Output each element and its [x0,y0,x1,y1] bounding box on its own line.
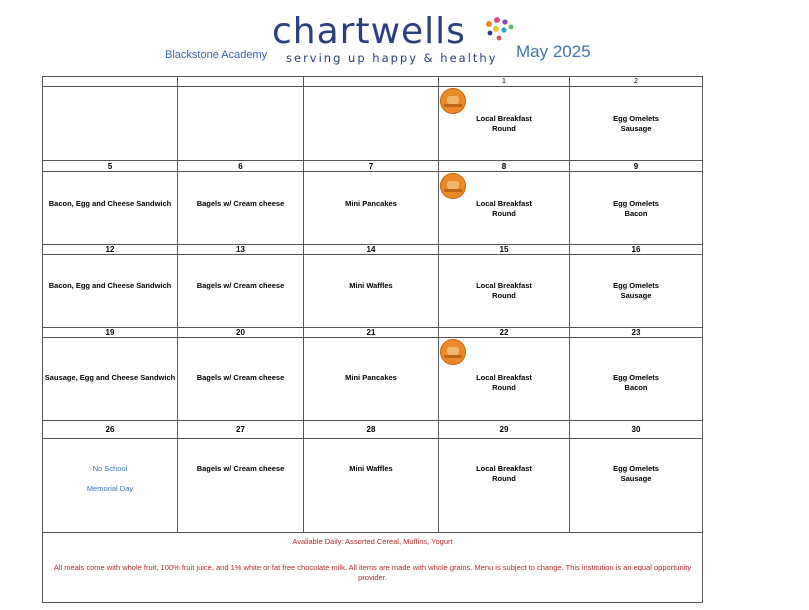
day-number: 15 [439,245,569,255]
calendar-day-cell [178,161,304,245]
menu-item [439,373,569,393]
menu-item [570,281,702,301]
calendar-day-cell [304,245,439,328]
chartwells-logo [272,12,512,70]
menu-calendar [42,76,703,603]
calendar-day-cell [178,328,304,421]
calendar-day-cell [570,245,702,328]
calendar-day-cell [439,245,570,328]
menu-item [304,281,438,291]
menu-line: Bagels w/ Cream cheese [196,281,285,290]
day-number: 23 [570,328,702,338]
menu-item [43,199,177,209]
available-daily: Avaliable Daily: Assorted Cereal, Muffins, Yogurt [292,537,453,546]
calendar-day-cell [43,245,178,328]
menu-item [304,464,438,474]
menu-item [178,281,303,291]
day-number: 19 [43,328,177,338]
menu-item [570,114,702,134]
calendar-week [43,77,702,161]
calendar-day-cell [43,328,178,421]
calendar-day-cell [570,328,702,421]
menu-line: Egg Omelets [613,199,659,208]
menu-item [570,199,702,219]
menu-line: Bacon [624,383,648,392]
local-round-badge-icon [440,339,466,365]
menu-line: Egg Omelets [613,464,659,473]
disclaimer-note: All meals come with whole fruit, 100% fruit juice, and 1% white or fat free chocolate milk. All items are made with whole grains. Menu is subject to change. This institution is an equal opportunity provider. [53,563,692,582]
local-round-badge-icon [440,173,466,199]
menu-line: Local Breakfast [476,373,532,382]
menu-item [178,464,303,474]
calendar-day-cell [570,421,702,533]
brand-name: chartwells [272,11,466,52]
menu-line [43,474,177,484]
menu-line: Round [492,124,516,133]
calendar-week [43,245,702,328]
menu-item [43,281,177,291]
calendar-day-cell [439,328,570,421]
menu-line: Round [492,383,516,392]
day-number: 26 [43,421,177,439]
day-number [43,77,177,87]
calendar-day-cell [304,328,439,421]
calendar-week [43,161,702,245]
calendar-day-cell [178,421,304,533]
calendar-day-cell [43,421,178,533]
day-number: 2 [570,77,702,87]
day-number: 30 [570,421,702,439]
day-number [304,77,438,87]
menu-line: Bagels w/ Cream cheese [196,373,285,382]
day-number: 1 [439,77,569,87]
day-number: 21 [304,328,438,338]
day-number: 6 [178,161,303,172]
menu-line: Egg Omelets [613,373,659,382]
calendar-day-cell [43,77,178,161]
menu-footer [43,533,702,602]
menu-line: Mini Pancakes [345,199,397,208]
calendar-day-cell [439,161,570,245]
calendar-day-cell [304,421,439,533]
menu-item [439,464,569,484]
menu-item [570,464,702,484]
school-name: Blackstone Academy [165,49,268,61]
day-number [178,77,303,87]
day-number: 14 [304,245,438,255]
menu-line: Bacon [624,209,648,218]
menu-item [439,281,569,301]
menu-line: No School [92,464,128,473]
day-number: 13 [178,245,303,255]
calendar-day-cell [439,421,570,533]
menu-item [570,373,702,393]
menu-line: Mini Waffles [349,281,393,290]
menu-line: Local Breakfast [476,281,532,290]
day-number: 28 [304,421,438,439]
menu-item [304,199,438,209]
calendar-day-cell [570,77,702,161]
calendar-day-cell [178,77,304,161]
menu-line: Mini Pancakes [345,373,397,382]
day-number: 27 [178,421,303,439]
menu-line: Sausage [620,124,652,133]
calendar-day-cell [570,161,702,245]
day-number: 9 [570,161,702,172]
menu-line: Local Breakfast [476,464,532,473]
menu-line: Egg Omelets [613,114,659,123]
menu-line: Egg Omelets [613,281,659,290]
day-number: 22 [439,328,569,338]
day-number: 12 [43,245,177,255]
menu-line: Bacon, Egg and Cheese Sandwich [48,199,172,208]
menu-line: Bagels w/ Cream cheese [196,199,285,208]
day-number: 16 [570,245,702,255]
calendar-day-cell [304,77,439,161]
day-number: 5 [43,161,177,172]
menu-item [178,373,303,383]
menu-item [439,199,569,219]
menu-line: Round [492,291,516,300]
menu-line: Round [492,474,516,483]
menu-item [439,114,569,134]
menu-item [178,199,303,209]
day-number: 29 [439,421,569,439]
menu-line: Mini Waffles [349,464,393,473]
menu-line: Bagels w/ Cream cheese [196,464,285,473]
calendar-day-cell [43,161,178,245]
calendar-day-cell [439,77,570,161]
menu-item [43,464,177,494]
menu-line: Sausage, Egg and Cheese Sandwich [44,373,176,382]
menu-line: Sausage [620,291,652,300]
calendar-day-cell [178,245,304,328]
menu-line: Bacon, Egg and Cheese Sandwich [48,281,172,290]
calendar-week [43,328,702,421]
day-number: 8 [439,161,569,172]
menu-line: Local Breakfast [476,114,532,123]
menu-line: Sausage [620,474,652,483]
menu-line: Local Breakfast [476,199,532,208]
day-number: 7 [304,161,438,172]
menu-item [43,373,177,383]
menu-line: Memorial Day [86,484,134,493]
month-title: May 2025 [516,42,591,61]
menu-line: Round [492,209,516,218]
calendar-week [43,421,702,533]
brand-tagline: serving up happy & healthy [286,51,498,65]
menu-item [304,373,438,383]
day-number: 20 [178,328,303,338]
logo-dots-icon [484,16,518,46]
local-round-badge-icon [440,88,466,114]
calendar-day-cell [304,161,439,245]
